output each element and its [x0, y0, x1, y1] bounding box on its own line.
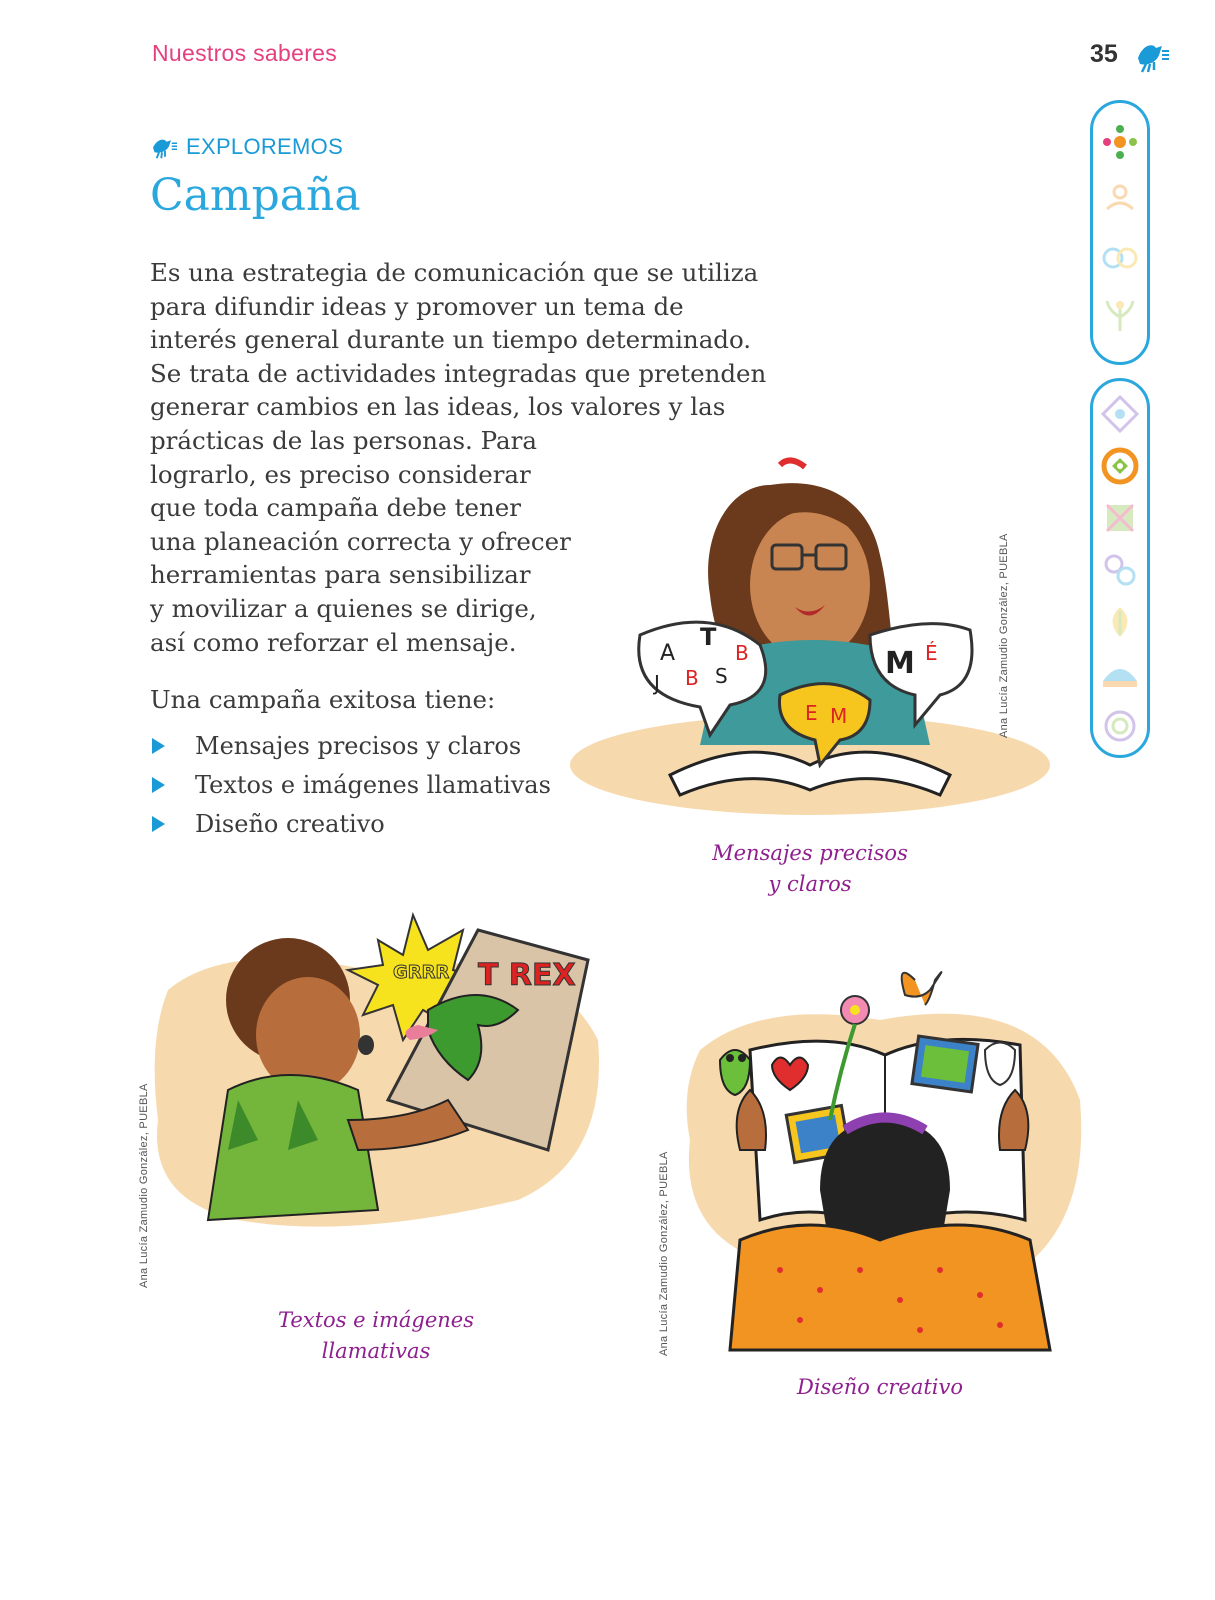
- paragraph-line: que toda campaña debe tener: [150, 493, 521, 523]
- paragraph-line: Se trata de actividades integradas que pretenden: [150, 358, 767, 388]
- explore-label: EXPLOREMOS: [186, 134, 344, 159]
- bullet-list: [150, 726, 551, 843]
- paragraph-line: prácticas de las personas. Para: [150, 425, 537, 455]
- ejes-articuladores-nav: [1090, 378, 1150, 758]
- section-title: Nuestros saberes: [152, 40, 338, 66]
- caption-line: llamativas: [321, 1339, 431, 1363]
- page-number: 35: [1090, 40, 1118, 68]
- bubble-letter: É: [925, 641, 938, 665]
- illustration-credit: Ana Lucía Zamudio González, PUEBLA: [658, 1151, 670, 1356]
- bubble-letter: S: [715, 664, 728, 688]
- paragraph-line: herramientas para sensibilizar: [150, 560, 531, 590]
- page-title: Campaña: [150, 170, 361, 221]
- caption-mensajes: [710, 838, 910, 900]
- arrow-bullet-icon: [152, 777, 165, 793]
- eje-icon-6[interactable]: [1099, 653, 1141, 695]
- paragraph-line: Es una estrategia de comunicación que se utiliza: [150, 258, 759, 287]
- eje-icon-1[interactable]: [1099, 393, 1141, 435]
- bullet-text: Diseño creativo: [195, 809, 385, 838]
- bubble-letter: A: [660, 641, 676, 666]
- caption-diseno: [780, 1372, 980, 1403]
- list-item: [150, 726, 551, 765]
- paragraph-line: así como reforzar el mensaje.: [150, 627, 517, 657]
- campo-icon-3[interactable]: [1099, 237, 1141, 279]
- caption-line: Textos e imágenes: [277, 1308, 475, 1332]
- bubble-letter: B: [735, 641, 749, 665]
- bubble-letter: M: [885, 646, 915, 681]
- list-item: [150, 804, 551, 843]
- caption-line: y claros: [768, 872, 852, 896]
- illustration-credit: Ana Lucía Zamudio González, PUEBLA: [998, 533, 1010, 738]
- hand-bird-icon: [150, 134, 180, 160]
- bubble-letter: B: [685, 666, 699, 690]
- arrow-bullet-icon: [152, 738, 165, 754]
- burst-text: GRRR: [393, 962, 450, 983]
- eje-icon-active[interactable]: [1099, 445, 1141, 487]
- list-item: [150, 765, 551, 804]
- paragraph-line: interés general durante un tiempo determinado.: [150, 325, 752, 355]
- bullet-text: Textos e imágenes llamativas: [195, 770, 551, 799]
- campos-formativos-nav: [1090, 100, 1150, 365]
- paragraph-line: una planeación correcta y ofrecer: [150, 526, 571, 556]
- arrow-bullet-icon: [152, 816, 165, 832]
- eje-icon-5[interactable]: [1099, 601, 1141, 643]
- bubble-letter: E: [805, 701, 818, 725]
- eje-icon-3[interactable]: [1099, 497, 1141, 539]
- campo-icon-4[interactable]: [1099, 295, 1141, 337]
- paragraph-line: y movilizar a quienes se dirige,: [150, 593, 537, 623]
- caption-line: Mensajes precisos: [712, 841, 908, 865]
- hand-bird-icon: [1132, 36, 1172, 76]
- bubble-letter: M: [830, 704, 848, 728]
- paragraph-line: para difundir ideas y promover un tema de: [150, 291, 684, 321]
- eje-icon-4[interactable]: [1099, 549, 1141, 591]
- explore-heading: [150, 134, 343, 160]
- girl-reading-illustration: [570, 445, 1050, 825]
- book-title-text: T REX: [478, 958, 576, 993]
- bubble-letter: J: [654, 671, 660, 695]
- bubble-letter: T: [700, 623, 717, 651]
- eje-icon-7[interactable]: [1099, 705, 1141, 747]
- boy-dinosaur-illustration: [148, 900, 608, 1290]
- bullets-intro: Una campaña exitosa tiene:: [150, 685, 496, 714]
- campo-icon-2[interactable]: [1099, 179, 1141, 221]
- illustration-credit: Ana Lucía Zamudio González, PUEBLA: [138, 1083, 150, 1288]
- bullet-text: Mensajes precisos y claros: [195, 731, 522, 760]
- caption-textos: [276, 1305, 476, 1367]
- campo-icon-active[interactable]: [1099, 121, 1141, 163]
- paragraph-line: generar cambios en las ideas, los valores y las: [150, 392, 726, 422]
- caption-line: Diseño creativo: [796, 1375, 963, 1399]
- paragraph-line: lograrlo, es preciso considerar: [150, 459, 531, 489]
- girl-book-illustration: [680, 940, 1090, 1360]
